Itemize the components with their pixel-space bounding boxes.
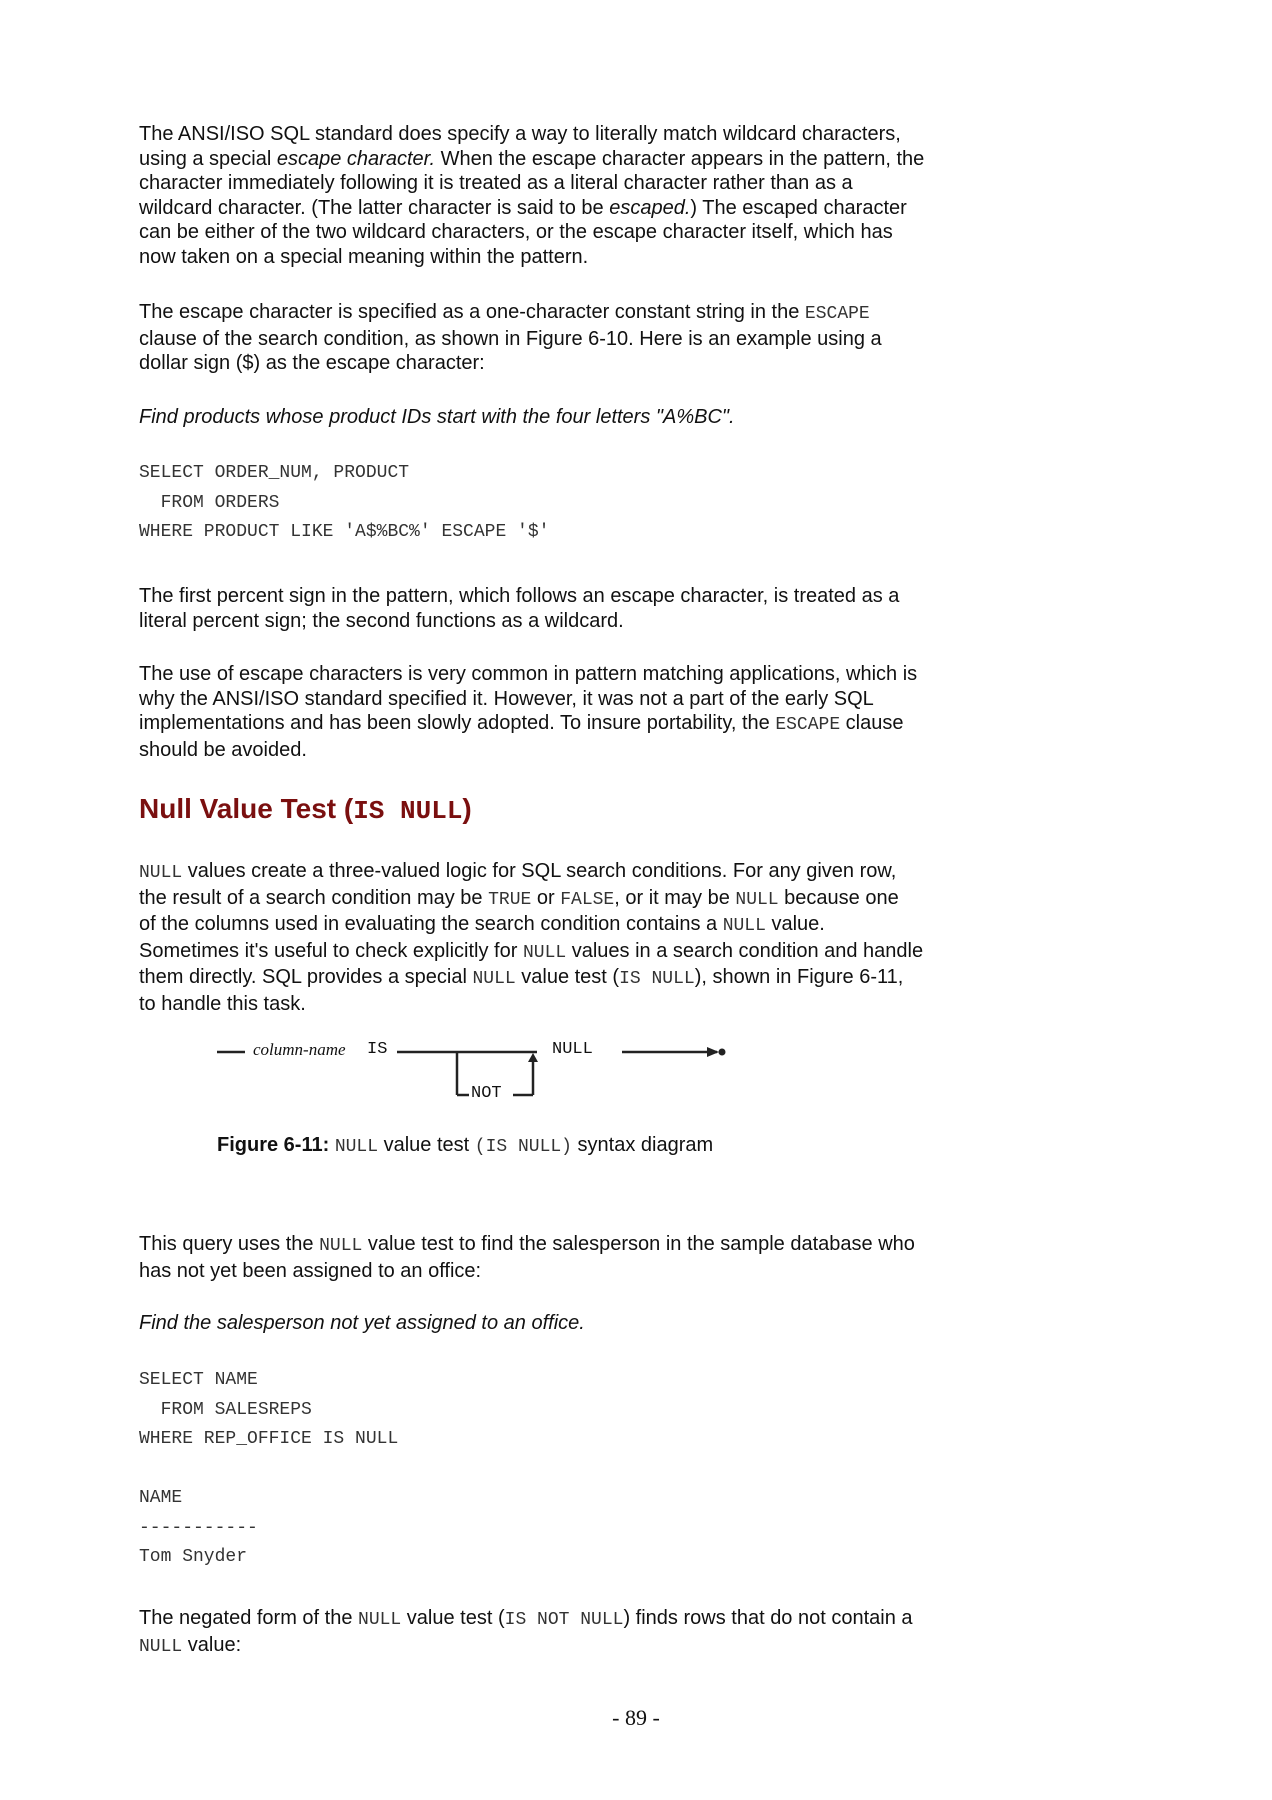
text-line: has not yet been assigned to an office:	[139, 1259, 482, 1282]
caption-label: Figure 6-11:	[217, 1134, 330, 1156]
code-term: NULL	[139, 863, 183, 883]
italic-term: escape character.	[276, 147, 436, 170]
heading-code: IS NULL	[353, 796, 463, 826]
text: , or it may be	[614, 886, 736, 909]
text-line	[139, 147, 924, 172]
text: ) finds rows that do not contain a	[623, 1607, 913, 1629]
paragraph-is-not-null	[139, 1606, 913, 1659]
text: of the columns used in evaluating the search condition contains a	[139, 913, 723, 936]
text: value test to find the salesperson in the sample database who	[362, 1233, 915, 1255]
paragraph-null-logic	[139, 859, 923, 1017]
text-line: character immediately following it is treated as a literal character rather than as a	[139, 172, 853, 195]
text-line	[139, 939, 923, 966]
syntax-diagram	[217, 1030, 817, 1110]
code-term: NULL	[139, 1636, 183, 1657]
result-column-header: NAME	[139, 1488, 183, 1508]
text: clause	[840, 712, 904, 735]
code-term: NULL	[334, 1137, 379, 1157]
code-line: SELECT NAME	[139, 1370, 258, 1390]
query-result	[139, 1484, 258, 1573]
code-term: ESCAPE	[775, 715, 841, 736]
text: them directly. SQL provides a special	[139, 966, 473, 989]
query-request: Find the salesperson not yet assigned to an office.	[139, 1312, 585, 1334]
heading-text: Null Value Test (	[139, 793, 354, 824]
text: Sometimes it's useful to check explicitly for	[139, 939, 523, 962]
code-line: FROM SALESREPS	[139, 1399, 312, 1420]
text: When the escape character appears in the pattern, the	[435, 147, 925, 170]
code-block-escape	[139, 459, 549, 548]
text: or	[531, 886, 561, 909]
text: using a special	[139, 147, 277, 170]
code-block-is-null	[139, 1366, 398, 1455]
code-term: NULL	[722, 916, 766, 937]
text: ), shown in Figure 6-11,	[694, 966, 904, 989]
code-term: NULL	[472, 969, 516, 990]
text: This query uses the	[139, 1233, 320, 1255]
text-line: literal percent sign; the second functions as a wildcard.	[139, 609, 624, 632]
text: The escape character is specified as a one-character constant string in the	[139, 301, 805, 323]
text-line	[139, 965, 923, 992]
text-line: now taken on a special meaning within the pattern.	[139, 245, 589, 268]
code-term: NULL	[358, 1610, 402, 1630]
text-line	[139, 912, 923, 939]
text: value test (	[515, 966, 620, 989]
paragraph-percent-sign	[139, 584, 899, 633]
text: because one	[778, 886, 899, 909]
text: the result of a search condition may be	[139, 886, 489, 909]
text-line	[139, 1232, 915, 1259]
diagram-is-keyword: IS	[367, 1040, 388, 1059]
text: ) The escaped character	[690, 196, 907, 219]
text: value test (	[401, 1607, 505, 1629]
paragraph-query-intro	[139, 1232, 915, 1283]
code-term: NULL	[735, 889, 779, 910]
code-term: FALSE	[560, 889, 615, 910]
text-line: The first percent sign in the pattern, which follows an escape character, is treated as a	[139, 585, 900, 607]
figure-caption	[217, 1133, 713, 1160]
text-line	[139, 859, 923, 886]
paragraph-escape-clause	[139, 300, 882, 376]
text: The negated form of the	[139, 1607, 359, 1629]
text-line	[139, 1606, 913, 1633]
code-term: ESCAPE	[804, 304, 870, 324]
code-term: NULL	[319, 1236, 363, 1256]
text-line	[139, 1633, 913, 1660]
diagram-column-name: column-name	[253, 1040, 346, 1059]
code-line: SELECT ORDER_NUM, PRODUCT	[139, 463, 410, 483]
text-line: The ANSI/ISO SQL standard does specify a way to literally match wildcard characters,	[139, 123, 901, 145]
code-term: IS NULL	[619, 969, 695, 990]
text-line	[139, 886, 923, 913]
text: wildcard character. (The latter character is said to be	[139, 196, 610, 219]
code-term: TRUE	[488, 889, 532, 910]
diagram-null-keyword: NULL	[552, 1040, 593, 1059]
text: value:	[182, 1633, 242, 1656]
diagram-not-keyword: NOT	[471, 1084, 502, 1103]
text: syntax diagram	[571, 1134, 714, 1156]
page-number: - 89 -	[612, 1705, 660, 1730]
italic-term: escaped.	[609, 196, 691, 219]
text-line: should be avoided.	[139, 738, 307, 761]
result-row: Tom Snyder	[139, 1547, 248, 1567]
paragraph-portability	[139, 662, 917, 762]
result-rule: -----------	[139, 1517, 258, 1538]
text-line: why the ANSI/ISO standard specified it. However, it was not a part of the early SQL	[139, 687, 874, 710]
text: values create a three-valued logic for SQL search conditions. For any given row,	[182, 860, 897, 882]
text: value.	[765, 913, 825, 936]
query-request: Find products whose product IDs start with the four letters "A%BC".	[139, 406, 735, 428]
code-term: (IS NULL)	[474, 1137, 572, 1157]
text-line: clause of the search condition, as shown in Figure 6-10. Here is an example using a	[139, 327, 882, 350]
code-line: FROM ORDERS	[139, 492, 280, 513]
text-line	[139, 300, 882, 327]
text: values in a search condition and handle	[566, 939, 924, 962]
paragraph-escape-intro	[139, 122, 924, 270]
text-line	[139, 196, 924, 221]
heading-text: )	[462, 793, 472, 824]
text: value test	[378, 1134, 475, 1156]
text-line: The use of escape characters is very common in pattern matching applications, which is	[139, 663, 918, 685]
text-line: dollar sign ($) as the escape character:	[139, 352, 485, 375]
text-line: can be either of the two wildcard characters, or the escape character itself, which has	[139, 221, 893, 244]
text-line	[139, 711, 917, 738]
text: implementations and has been slowly adopted. To insure portability, the	[139, 712, 776, 735]
code-line: WHERE PRODUCT LIKE 'A$%BC%' ESCAPE '$'	[139, 522, 550, 542]
section-heading	[139, 793, 472, 826]
code-term: IS NOT NULL	[504, 1610, 624, 1630]
code-term: NULL	[522, 942, 567, 963]
code-line: WHERE REP_OFFICE IS NULL	[139, 1429, 399, 1449]
text-line: to handle this task.	[139, 992, 306, 1015]
